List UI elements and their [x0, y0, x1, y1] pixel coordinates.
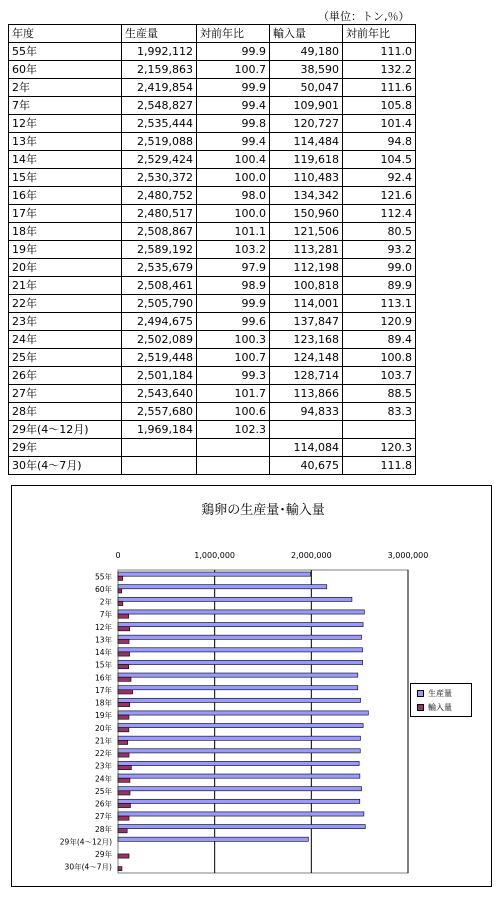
table-value-cell: 1,969,184 [122, 421, 197, 439]
bar-import [118, 576, 123, 580]
table-year-cell: 29年(4～12月) [9, 421, 122, 439]
table-header-row [9, 25, 416, 43]
table-value-cell: 2,419,854 [122, 79, 197, 97]
table-value-cell: 109,901 [270, 97, 343, 115]
y-tick-label: 25年 [94, 786, 112, 796]
legend-item-import [417, 702, 452, 712]
table-value-cell: 1,992,112 [122, 43, 197, 61]
table-row [9, 79, 416, 97]
bar-production [118, 799, 360, 803]
bar-production [118, 724, 363, 728]
table-value-cell: 112,198 [270, 259, 343, 277]
table-value-cell: 38,590 [270, 61, 343, 79]
table-year-cell: 14年 [9, 151, 122, 169]
y-tick-label: 12年 [94, 622, 112, 632]
table-year-cell: 55年 [9, 43, 122, 61]
legend-swatch-production [417, 690, 424, 697]
table-value-cell: 98.0 [197, 187, 270, 205]
table-value-cell: 113,866 [270, 385, 343, 403]
table-value-cell: 123,168 [270, 331, 343, 349]
table-year-cell: 16年 [9, 187, 122, 205]
table-value-cell: 132.2 [343, 61, 416, 79]
table-value-cell: 100.6 [197, 403, 270, 421]
table-value-cell [343, 421, 416, 439]
table-value-cell: 99.9 [197, 295, 270, 313]
table-row [9, 169, 416, 187]
bar-production [118, 585, 327, 589]
table-value-cell: 103.7 [343, 367, 416, 385]
table-value-cell: 113,281 [270, 241, 343, 259]
bar-production [118, 648, 363, 652]
table-value-cell: 93.2 [343, 241, 416, 259]
bar-production [118, 812, 364, 816]
table-value-cell: 100.7 [197, 349, 270, 367]
bar-production [118, 686, 358, 690]
x-tick-label: 2,000,000 [290, 551, 332, 560]
table-value-cell: 120.9 [343, 313, 416, 331]
table-value-cell: 2,589,192 [122, 241, 197, 259]
table-value-cell: 100.0 [197, 205, 270, 223]
table-header-cell: 生産量 [122, 25, 197, 43]
bar-production [118, 736, 360, 740]
legend-label-production: 生産量 [428, 688, 452, 698]
table-value-cell: 100.8 [343, 349, 416, 367]
y-tick-label: 26年 [94, 799, 112, 809]
bar-import [118, 715, 129, 719]
table-value-cell: 80.5 [343, 223, 416, 241]
bar-import [118, 665, 129, 669]
table-value-cell: 88.5 [343, 385, 416, 403]
bar-production [118, 660, 363, 664]
bar-import [118, 627, 130, 631]
table-value-cell: 98.9 [197, 277, 270, 295]
table-value-cell: 2,548,827 [122, 97, 197, 115]
table-value-cell: 99.0 [343, 259, 416, 277]
data-table [8, 24, 416, 475]
bar-import [118, 791, 130, 795]
bar-import [118, 753, 129, 757]
table-value-cell: 111.6 [343, 79, 416, 97]
table-value-cell [122, 457, 197, 475]
table-year-cell: 21年 [9, 277, 122, 295]
y-tick-label: 30年(4～7月) [64, 862, 112, 872]
table-value-cell: 100.3 [197, 331, 270, 349]
bar-import [118, 728, 129, 732]
table-value-cell: 94.8 [343, 133, 416, 151]
y-tick-label: 15年 [94, 660, 112, 670]
table-value-cell: 111.8 [343, 457, 416, 475]
bar-import [118, 766, 131, 770]
bar-production [118, 774, 360, 778]
table-value-cell: 50,047 [270, 79, 343, 97]
table-value-cell: 2,530,372 [122, 169, 197, 187]
table-value-cell: 101.1 [197, 223, 270, 241]
table-value-cell: 99.9 [197, 79, 270, 97]
table-value-cell: 2,535,444 [122, 115, 197, 133]
y-tick-label: 28年 [94, 824, 112, 834]
table-value-cell: 114,484 [270, 133, 343, 151]
bar-import [118, 740, 128, 744]
table-value-cell: 89.4 [343, 331, 416, 349]
bar-production [118, 749, 360, 753]
bar-import [118, 778, 130, 782]
table-year-cell: 2年 [9, 79, 122, 97]
table-value-cell: 99.4 [197, 97, 270, 115]
table-row [9, 115, 416, 133]
table-value-cell: 101.4 [343, 115, 416, 133]
table-value-cell: 124,148 [270, 349, 343, 367]
table-year-cell: 18年 [9, 223, 122, 241]
bar-import [118, 677, 131, 681]
table-value-cell: 100.4 [197, 151, 270, 169]
table-year-cell: 26年 [9, 367, 122, 385]
table-row [9, 241, 416, 259]
y-tick-label: 14年 [94, 648, 112, 658]
table-value-cell: 2,519,448 [122, 349, 197, 367]
bar-import [118, 702, 130, 706]
table-header-cell: 対前年比 [197, 25, 270, 43]
table-year-cell: 25年 [9, 349, 122, 367]
table-value-cell: 2,508,867 [122, 223, 197, 241]
table-year-cell: 17年 [9, 205, 122, 223]
y-tick-label: 55年 [94, 572, 112, 582]
table-value-cell: 114,001 [270, 295, 343, 313]
y-tick-label: 21年 [94, 736, 112, 746]
table-header-cell: 対前年比 [343, 25, 416, 43]
table-value-cell: 104.5 [343, 151, 416, 169]
table-year-cell: 29年 [9, 439, 122, 457]
table-row [9, 421, 416, 439]
table-value-cell [122, 439, 197, 457]
table-value-cell: 99.9 [197, 43, 270, 61]
table-row [9, 403, 416, 421]
y-tick-label: 24年 [94, 774, 112, 784]
table-value-cell [197, 439, 270, 457]
x-tick-label: 1,000,000 [194, 551, 236, 560]
y-tick-label: 20年 [94, 723, 112, 733]
table-value-cell: 97.9 [197, 259, 270, 277]
table-value-cell [197, 457, 270, 475]
table-year-cell: 13年 [9, 133, 122, 151]
bar-import [118, 639, 129, 643]
table-value-cell: 2,519,088 [122, 133, 197, 151]
bar-production [118, 572, 311, 576]
table-row [9, 295, 416, 313]
table-value-cell: 105.8 [343, 97, 416, 115]
table-value-cell: 92.4 [343, 169, 416, 187]
legend-label-import: 輸入量 [428, 702, 452, 712]
bar-production [118, 825, 365, 829]
table-row [9, 439, 416, 457]
y-tick-label: 2年 [99, 597, 112, 607]
chart-title: 鶏卵の生産量･輸入量 [201, 503, 325, 518]
table-year-cell: 15年 [9, 169, 122, 187]
bar-import [118, 652, 130, 656]
table-value-cell: 137,847 [270, 313, 343, 331]
table-row [9, 223, 416, 241]
table-value-cell: 89.9 [343, 277, 416, 295]
table-value-cell: 2,480,752 [122, 187, 197, 205]
table-row [9, 151, 416, 169]
table-value-cell: 101.7 [197, 385, 270, 403]
y-tick-label: 22年 [94, 749, 112, 759]
table-value-cell: 2,502,089 [122, 331, 197, 349]
table-year-cell: 20年 [9, 259, 122, 277]
bar-production [118, 597, 352, 601]
table-value-cell: 111.0 [343, 43, 416, 61]
table-value-cell: 2,508,461 [122, 277, 197, 295]
table-value-cell: 2,159,863 [122, 61, 197, 79]
bar-production [118, 837, 308, 841]
table-value-cell: 102.3 [197, 421, 270, 439]
y-tick-label: 27年 [94, 812, 112, 822]
table-row [9, 43, 416, 61]
bar-import [118, 614, 129, 618]
table-value-cell: 120.3 [343, 439, 416, 457]
table-value-cell: 114,084 [270, 439, 343, 457]
table-value-cell: 120,727 [270, 115, 343, 133]
table-value-cell: 99.8 [197, 115, 270, 133]
y-tick-label: 60年 [94, 584, 112, 594]
table-value-cell: 2,557,680 [122, 403, 197, 421]
bar-import [118, 589, 122, 593]
table-value-cell: 2,480,517 [122, 205, 197, 223]
bar-production [118, 635, 362, 639]
table-value-cell: 2,501,184 [122, 367, 197, 385]
table-value-cell: 119,618 [270, 151, 343, 169]
table-row [9, 385, 416, 403]
table-value-cell: 40,675 [270, 457, 343, 475]
legend-swatch-import [417, 704, 424, 711]
bar-import [118, 867, 122, 871]
x-tick-label: 0 [115, 551, 121, 560]
table-year-cell: 30年(4～7月) [9, 457, 122, 475]
bar-import [118, 690, 133, 694]
table-value-cell: 2,535,679 [122, 259, 197, 277]
table-row [9, 133, 416, 151]
bar-import [118, 829, 127, 833]
table-year-cell: 22年 [9, 295, 122, 313]
y-tick-label: 29年 [94, 850, 112, 860]
table-row [9, 205, 416, 223]
table-value-cell: 83.3 [343, 403, 416, 421]
table-value-cell: 2,529,424 [122, 151, 197, 169]
bar-production [118, 623, 363, 627]
table-row [9, 277, 416, 295]
table-value-cell: 100.7 [197, 61, 270, 79]
bar-production [118, 787, 362, 791]
table-year-cell: 19年 [9, 241, 122, 259]
table-value-cell: 99.4 [197, 133, 270, 151]
table-value-cell: 110,483 [270, 169, 343, 187]
bar-import [118, 816, 129, 820]
y-tick-label: 7年 [99, 610, 112, 620]
table-header-cell: 輸入量 [270, 25, 343, 43]
table-row [9, 331, 416, 349]
table-year-cell: 24年 [9, 331, 122, 349]
table-year-cell: 28年 [9, 403, 122, 421]
table-value-cell: 2,505,790 [122, 295, 197, 313]
table-value-cell: 99.3 [197, 367, 270, 385]
y-tick-label: 13年 [94, 635, 112, 645]
bar-import [118, 601, 123, 605]
table-value-cell: 150,960 [270, 205, 343, 223]
table-value-cell: 2,494,675 [122, 313, 197, 331]
table-value-cell: 112.4 [343, 205, 416, 223]
x-tick-label: 3,000,000 [387, 551, 429, 560]
table-value-cell [270, 421, 343, 439]
table-value-cell: 49,180 [270, 43, 343, 61]
y-tick-label: 23年 [94, 761, 112, 771]
chart-legend [410, 683, 472, 717]
table-row [9, 313, 416, 331]
table-row [9, 97, 416, 115]
table-value-cell: 100,818 [270, 277, 343, 295]
table-value-cell: 2,543,640 [122, 385, 197, 403]
bar-production [118, 711, 368, 715]
table-year-cell: 7年 [9, 97, 122, 115]
bar-import [118, 803, 130, 807]
table-year-cell: 23年 [9, 313, 122, 331]
bar-production [118, 610, 364, 614]
table-header-cell: 年度 [9, 25, 122, 43]
table-year-cell: 60年 [9, 61, 122, 79]
table-value-cell: 113.1 [343, 295, 416, 313]
legend-item-production [417, 688, 452, 698]
table-value-cell: 128,714 [270, 367, 343, 385]
table-year-cell: 27年 [9, 385, 122, 403]
table-row [9, 259, 416, 277]
table-row [9, 349, 416, 367]
bar-production [118, 673, 358, 677]
bar-production [118, 698, 361, 702]
bar-import [118, 854, 129, 858]
y-tick-label: 18年 [94, 698, 112, 708]
bar-production [118, 761, 359, 765]
table-row [9, 61, 416, 79]
y-tick-label: 29年(4～12月) [59, 837, 112, 847]
y-tick-label: 16年 [94, 673, 112, 683]
table-row [9, 187, 416, 205]
table-year-cell: 12年 [9, 115, 122, 133]
table-value-cell: 94,833 [270, 403, 343, 421]
table-value-cell: 100.0 [197, 169, 270, 187]
y-tick-label: 17年 [94, 685, 112, 695]
table-value-cell: 103.2 [197, 241, 270, 259]
table-value-cell: 99.6 [197, 313, 270, 331]
table-row [9, 457, 416, 475]
unit-label: （単位：トン,％） [318, 10, 410, 23]
table-row [9, 367, 416, 385]
table-value-cell: 121,506 [270, 223, 343, 241]
y-tick-label: 19年 [94, 711, 112, 721]
table-value-cell: 121.6 [343, 187, 416, 205]
table-value-cell: 134,342 [270, 187, 343, 205]
